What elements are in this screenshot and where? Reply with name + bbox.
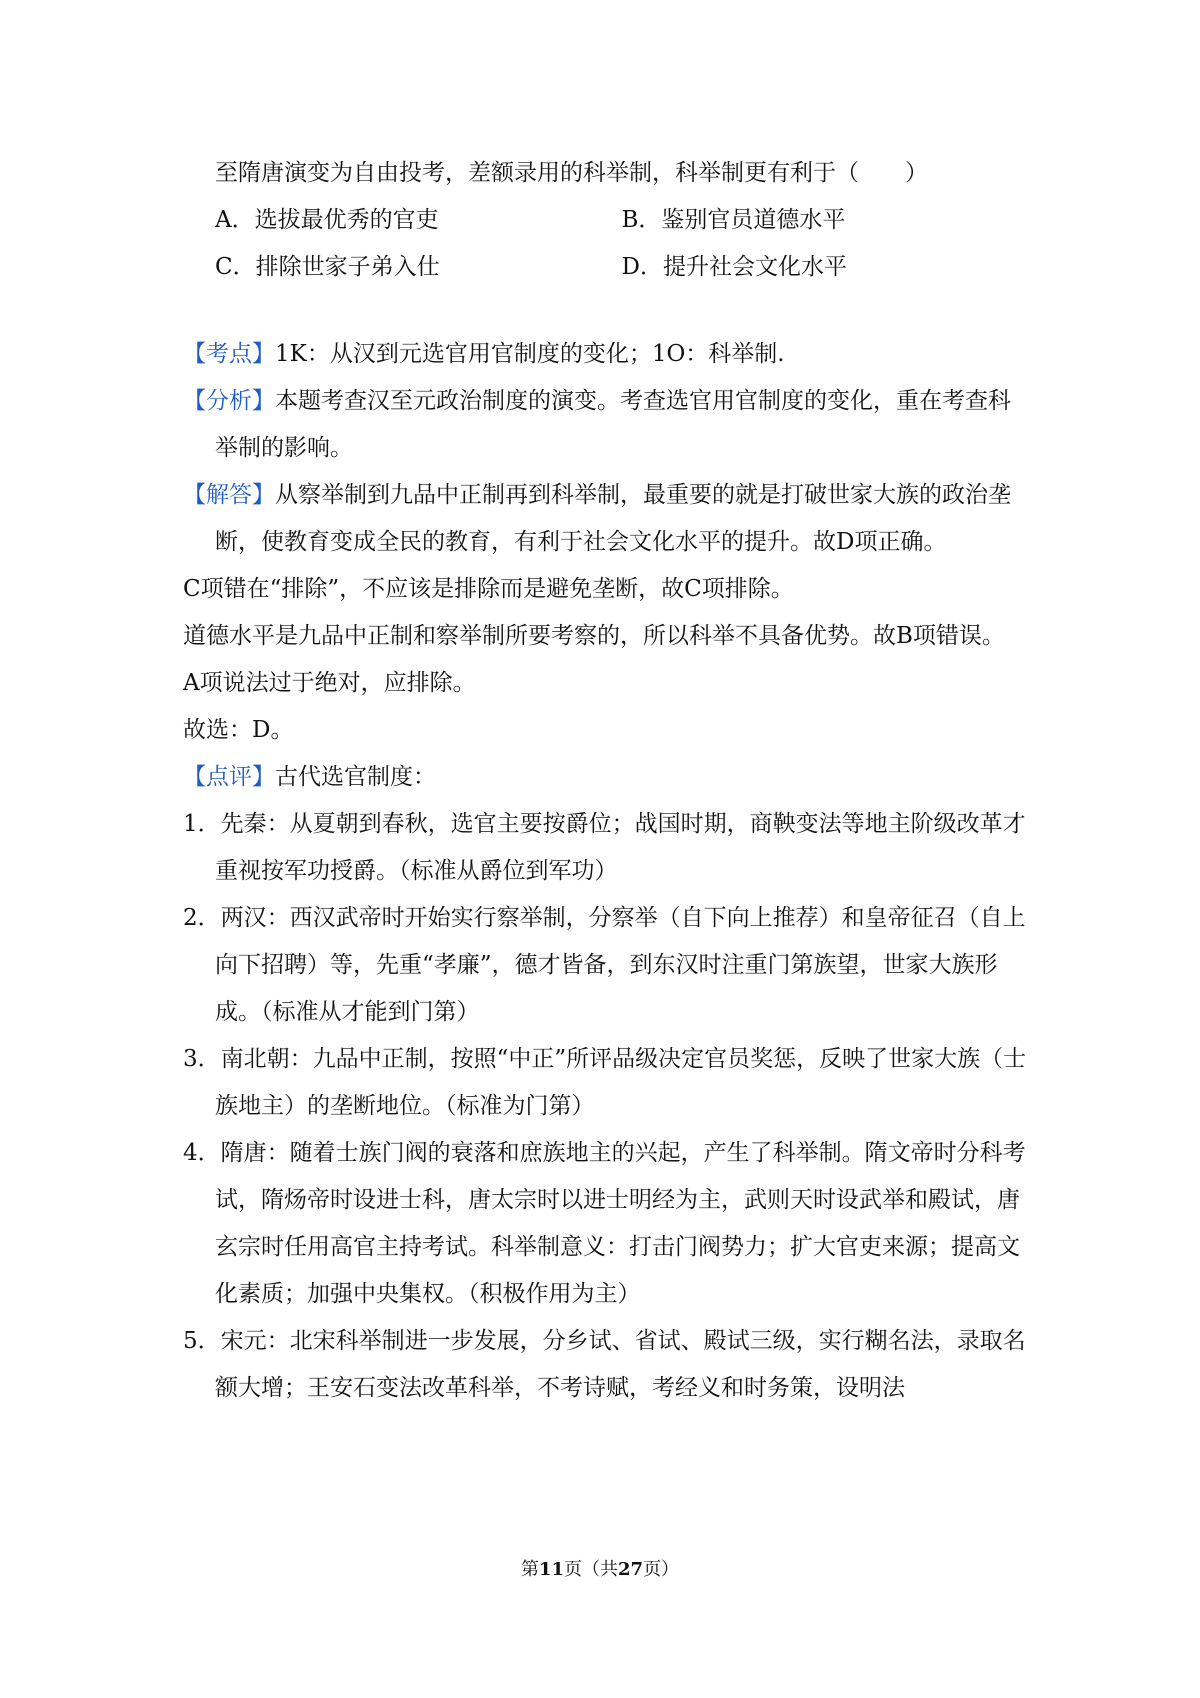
option-c: C．排除世家子弟入仕	[215, 254, 440, 280]
jieda-section	[183, 472, 1028, 566]
jieda-text: 从察举制到九品中正制再到科举制，最重要的就是打破世家大族的政治垄断，使教育变成全民的教育，有利于社会文化水平的提升。故D项正确。	[215, 482, 1011, 555]
jieda-line: C项错在“排除”，不应该是排除而是避免垄断，故C项排除。	[183, 576, 794, 602]
dianping-item: 2．两汉：西汉武帝时开始实行察举制，分察举（自下向上推荐）和皇帝征召（自上向下招聘）等，先重“孝廉”，德才皆备，到东汉时注重门第族望，世家大族形成。（标准从才能到门第）	[183, 905, 1026, 1025]
footer-total-pages: 27	[618, 1559, 644, 1580]
option-d: D．提升社会文化水平	[621, 254, 847, 280]
dianping-item: 3．南北朝：九品中正制，按照“中正”所评品级决定官员奖惩，反映了世家大族（士族地主）的垄断地位。（标准为门第）	[183, 1046, 1027, 1119]
footer-middle: 页（共	[564, 1559, 618, 1580]
jieda-tag: 【解答】	[183, 482, 275, 508]
jieda-line: 故选：D。	[183, 717, 294, 743]
fenxi-text: 本题考查汉至元政治制度的演变。考查选官用官制度的变化，重在考查科举制的影响。	[215, 388, 1011, 461]
options-row-1	[183, 197, 1028, 244]
footer-prefix: 第	[520, 1559, 539, 1580]
option-b: B．鉴别官员道德水平	[621, 207, 846, 233]
footer-page-number: 11	[538, 1559, 564, 1580]
question-stem: 至隋唐演变为自由投考，差额录用的科举制，科举制更有利于（ ）	[215, 160, 928, 186]
section-gap	[183, 291, 1028, 331]
page-footer	[0, 1558, 1200, 1582]
options-row-2	[183, 244, 1028, 291]
footer-suffix: 页）	[643, 1559, 680, 1580]
dianping-item: 5．宋元：北宋科举制进一步发展，分乡试、省试、殿试三级，实行糊名法，录取名额大增；王安石变法改革科举，不考诗赋，考经义和时务策，设明法	[183, 1328, 1026, 1401]
kaodian-section	[183, 331, 1028, 378]
dianping-item: 1．先秦：从夏朝到春秋，选官主要按爵位；战国时期，商鞅变法等地主阶级改革才重视按军功授爵。（标准从爵位到军功）	[183, 811, 1026, 884]
kaodian-tag: 【考点】	[183, 341, 275, 367]
jieda-line: 道德水平是九品中正制和察举制所要考察的，所以科举不具备优势。故B项错误。	[183, 623, 1005, 649]
dianping-item: 4．隋唐：随着士族门阀的衰落和庶族地主的兴起，产生了科举制。隋文帝时分科考试，隋炀帝时设进士科，唐太宗时以进士明经为主，武则天时设武举和殿试，唐玄宗时任用高官主持考试。科举制意义：打击门阀势力；扩大官吏来源；提高文化素质；加强中央集权。（积极作用为主）	[183, 1140, 1026, 1307]
document-page	[183, 150, 1028, 1412]
fenxi-tag: 【分析】	[183, 388, 275, 414]
option-a: A．选拔最优秀的官吏	[215, 207, 439, 233]
fenxi-section	[183, 378, 1028, 472]
dianping-text: 古代选官制度：	[275, 764, 436, 790]
dianping-section	[183, 754, 1028, 801]
jieda-line: A项说法过于绝对，应排除。	[183, 670, 476, 696]
kaodian-text: 1K：从汉到元选官用官制度的变化；1O：科举制.	[275, 341, 785, 367]
dianping-tag: 【点评】	[183, 764, 275, 790]
